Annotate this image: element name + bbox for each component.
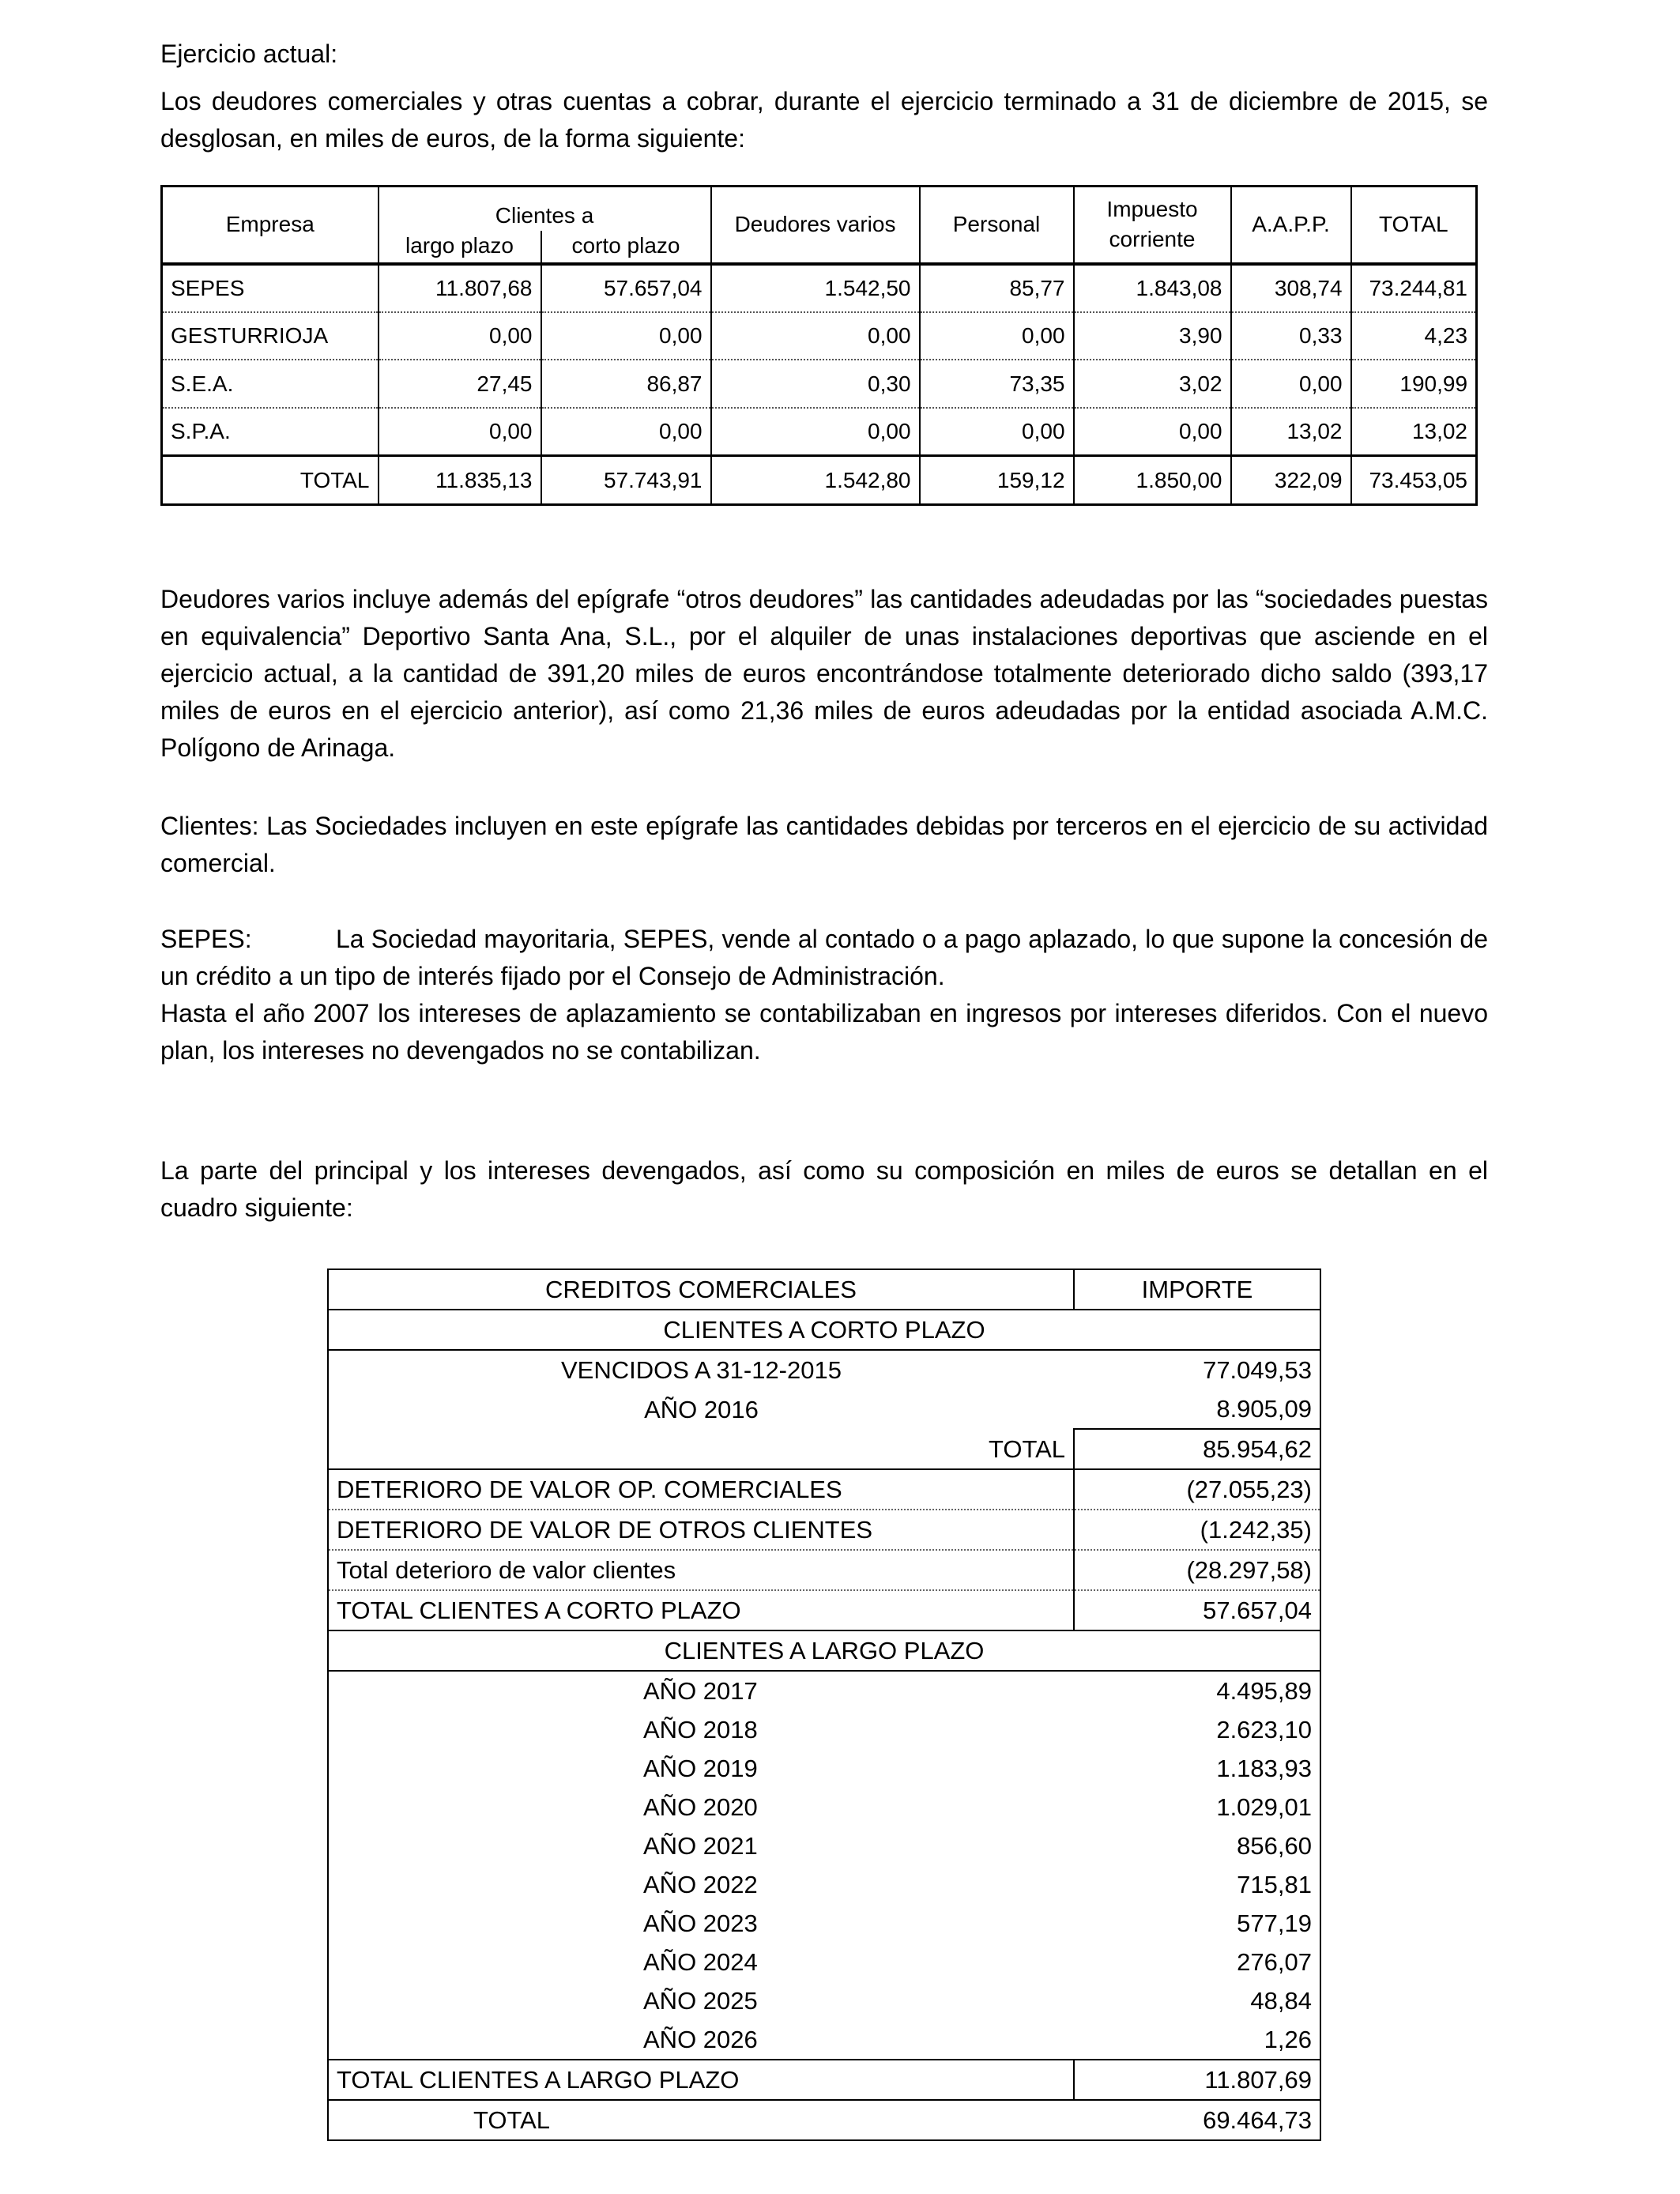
section-row <box>328 1310 1320 1350</box>
row-label: AÑO 2019 <box>643 1755 758 1782</box>
cell-largo: 11.807,68 <box>379 264 541 313</box>
cell-personal: 159,12 <box>920 456 1074 505</box>
cell-total: 13,02 <box>1351 408 1477 456</box>
table-row <box>328 1749 1320 1788</box>
cell-empresa: GESTURRIOJA <box>162 312 379 360</box>
cell-personal: 0,00 <box>920 408 1074 456</box>
table-row <box>328 1826 1320 1865</box>
row-value: 1.183,93 <box>1216 1755 1312 1782</box>
row-value: 85.954,62 <box>1074 1429 1320 1469</box>
row-value: 1.029,01 <box>1216 1793 1312 1821</box>
header-empresa: Empresa <box>162 187 379 264</box>
table-row <box>328 1788 1320 1826</box>
sepes-label: SEPES: <box>160 925 252 953</box>
cell-total: 190,99 <box>1351 360 1477 407</box>
header-creditos: CREDITOS COMERCIALES <box>328 1269 1074 1310</box>
cell-total-label: TOTAL <box>162 456 379 505</box>
row-value: 77.049,53 <box>1203 1356 1312 1384</box>
row-label: TOTAL <box>473 2106 551 2134</box>
row-value: 1,26 <box>1264 2026 1312 2053</box>
table-row <box>328 1943 1320 1981</box>
cell-empresa: S.P.A. <box>162 408 379 456</box>
cell-largo: 0,00 <box>379 312 541 360</box>
header-importe: IMPORTE <box>1074 1269 1320 1310</box>
row-value: 856,60 <box>1237 1832 1312 1860</box>
table-row <box>328 1389 1320 1429</box>
row-value: 4.495,89 <box>1216 1677 1312 1705</box>
table-row <box>328 1510 1320 1550</box>
row-value: 8.905,09 <box>1216 1395 1312 1423</box>
header-clientes: Clientes a <box>379 187 711 231</box>
row-value: (27.055,23) <box>1074 1469 1320 1510</box>
cell-total: 4,23 <box>1351 312 1477 360</box>
table-total-row <box>162 456 1477 505</box>
cell-largo: 0,00 <box>379 408 541 456</box>
table-row <box>328 1469 1320 1510</box>
row-label: TOTAL CLIENTES A LARGO PLAZO <box>328 2060 1074 2100</box>
header-impuesto: Impuesto corriente <box>1074 187 1231 264</box>
section-row <box>328 1630 1320 1671</box>
table-header-row <box>328 1269 1320 1310</box>
table-row <box>328 1671 1320 1710</box>
row-value: 276,07 <box>1237 1948 1312 1976</box>
row-value: 715,81 <box>1237 1871 1312 1898</box>
row-label: AÑO 2026 <box>643 2026 758 2053</box>
cell-deudores: 0,30 <box>711 360 920 407</box>
cell-empresa: S.E.A. <box>162 360 379 407</box>
cell-impuesto: 3,90 <box>1074 312 1231 360</box>
cell-empresa: SEPES <box>162 264 379 313</box>
cell-aapp: 0,33 <box>1231 312 1351 360</box>
row-value: 577,19 <box>1237 1909 1312 1937</box>
row-label: AÑO 2016 <box>644 1395 759 1423</box>
row-value: (28.297,58) <box>1074 1550 1320 1590</box>
row-label: TOTAL CLIENTES A CORTO PLAZO <box>328 1590 1074 1630</box>
table-row <box>328 1981 1320 2020</box>
row-label: DETERIORO DE VALOR OP. COMERCIALES <box>328 1469 1074 1510</box>
row-label: AÑO 2023 <box>643 1909 758 1937</box>
table-row <box>328 1590 1320 1630</box>
header-personal: Personal <box>920 187 1074 264</box>
table-row <box>328 1429 1320 1469</box>
row-value: 69.464,73 <box>1203 2106 1312 2134</box>
row-label: AÑO 2024 <box>643 1948 758 1976</box>
cell-largo: 11.835,13 <box>379 456 541 505</box>
cell-personal: 85,77 <box>920 264 1074 313</box>
cell-aapp: 308,74 <box>1231 264 1351 313</box>
creditos-comerciales-table <box>327 1269 1321 2141</box>
row-label: DETERIORO DE VALOR DE OTROS CLIENTES <box>328 1510 1074 1550</box>
section-largo-plazo: CLIENTES A LARGO PLAZO <box>328 1630 1320 1671</box>
header-deudores: Deudores varios <box>711 187 920 264</box>
cell-impuesto: 1.850,00 <box>1074 456 1231 505</box>
cell-impuesto: 1.843,08 <box>1074 264 1231 313</box>
sepes-paragraph-2: Hasta el año 2007 los intereses de aplazamiento se contabilizaban en ingresos por intereses diferidos. Con el nuevo plan, los intereses no devengados no se contabilizan. <box>160 999 1488 1065</box>
cell-corto: 0,00 <box>541 312 711 360</box>
cell-total: 73.244,81 <box>1351 264 1477 313</box>
deudores-table <box>160 185 1478 506</box>
cell-deudores: 0,00 <box>711 312 920 360</box>
header-largo: largo plazo <box>379 231 541 264</box>
sepes-paragraph <box>160 921 1488 995</box>
row-label: VENCIDOS A 31-12-2015 <box>561 1356 842 1384</box>
row-label: AÑO 2018 <box>643 1716 758 1744</box>
table-row <box>328 1550 1320 1590</box>
cell-impuesto: 3,02 <box>1074 360 1231 407</box>
row-value: (1.242,35) <box>1074 1510 1320 1550</box>
table-total-row <box>328 2100 1320 2140</box>
row-value: 57.657,04 <box>1074 1590 1320 1630</box>
table-row <box>328 1904 1320 1943</box>
header-corto: corto plazo <box>541 231 711 264</box>
cell-deudores: 1.542,50 <box>711 264 920 313</box>
row-label: TOTAL <box>328 1429 1074 1469</box>
cell-total: 73.453,05 <box>1351 456 1477 505</box>
table-row <box>162 360 1477 407</box>
table-row <box>162 264 1477 313</box>
row-label: AÑO 2022 <box>643 1871 758 1898</box>
section-corto-plazo: CLIENTES A CORTO PLAZO <box>328 1310 1320 1350</box>
cell-largo: 27,45 <box>379 360 541 407</box>
clientes-paragraph: Clientes: Las Sociedades incluyen en este epígrafe las cantidades debidas por terceros en el ejercicio de su actividad comercial. <box>160 812 1488 877</box>
table-row <box>328 1710 1320 1749</box>
intro-paragraph: Los deudores comerciales y otras cuentas a cobrar, durante el ejercicio terminado a 31 de diciembre de 2015, se desglosan, en miles de euros, de la forma siguiente: <box>160 87 1488 153</box>
sepes-text: La Sociedad mayoritaria, SEPES, vende al contado o a pago aplazado, lo que supone la concesión de un crédito a un tipo de interés fijado por el Consejo de Administración. <box>160 925 1488 990</box>
cell-deudores: 1.542,80 <box>711 456 920 505</box>
header-total: TOTAL <box>1351 187 1477 264</box>
header-aapp: A.A.P.P. <box>1231 187 1351 264</box>
table-row <box>328 2060 1320 2100</box>
cell-personal: 73,35 <box>920 360 1074 407</box>
row-value: 48,84 <box>1250 1987 1312 2015</box>
row-label: AÑO 2021 <box>643 1832 758 1860</box>
cell-corto: 86,87 <box>541 360 711 407</box>
table-row <box>162 312 1477 360</box>
table-row <box>328 1350 1320 1389</box>
cell-corto: 57.743,91 <box>541 456 711 505</box>
cell-aapp: 0,00 <box>1231 360 1351 407</box>
row-value: 2.623,10 <box>1216 1716 1312 1744</box>
row-label: AÑO 2017 <box>643 1677 758 1705</box>
cell-aapp: 13,02 <box>1231 408 1351 456</box>
cell-corto: 0,00 <box>541 408 711 456</box>
parte-paragraph: La parte del principal y los intereses devengados, así como su composición en miles de euros se detallan en el cuadro siguiente: <box>160 1156 1488 1222</box>
table-row <box>328 2020 1320 2060</box>
row-label: AÑO 2025 <box>643 1987 758 2015</box>
table-row <box>328 1865 1320 1904</box>
deudores-paragraph: Deudores varios incluye además del epígrafe “otros deudores” las cantidades adeudadas por las “sociedades puestas en equivalencia” Deportivo Santa Ana, S.L., por el alquiler de unas instalaciones deportivas que asciende en el ejercicio actual, a la cantidad de 391,20 miles de euros encontrándose totalmente deteriorado dicho saldo (393,17 miles de euros en el ejercicio anterior), así como 21,36 miles de euros adeudadas por la entidad asociada A.M.C. Polígono de Arinaga. <box>160 585 1488 762</box>
cell-personal: 0,00 <box>920 312 1074 360</box>
cell-aapp: 322,09 <box>1231 456 1351 505</box>
section-heading: Ejercicio actual: <box>160 40 338 68</box>
cell-deudores: 0,00 <box>711 408 920 456</box>
row-label: Total deterioro de valor clientes <box>328 1550 1074 1590</box>
table-row <box>162 408 1477 456</box>
cell-corto: 57.657,04 <box>541 264 711 313</box>
cell-impuesto: 0,00 <box>1074 408 1231 456</box>
row-value: 11.807,69 <box>1074 2060 1320 2100</box>
row-label: AÑO 2020 <box>643 1793 758 1821</box>
